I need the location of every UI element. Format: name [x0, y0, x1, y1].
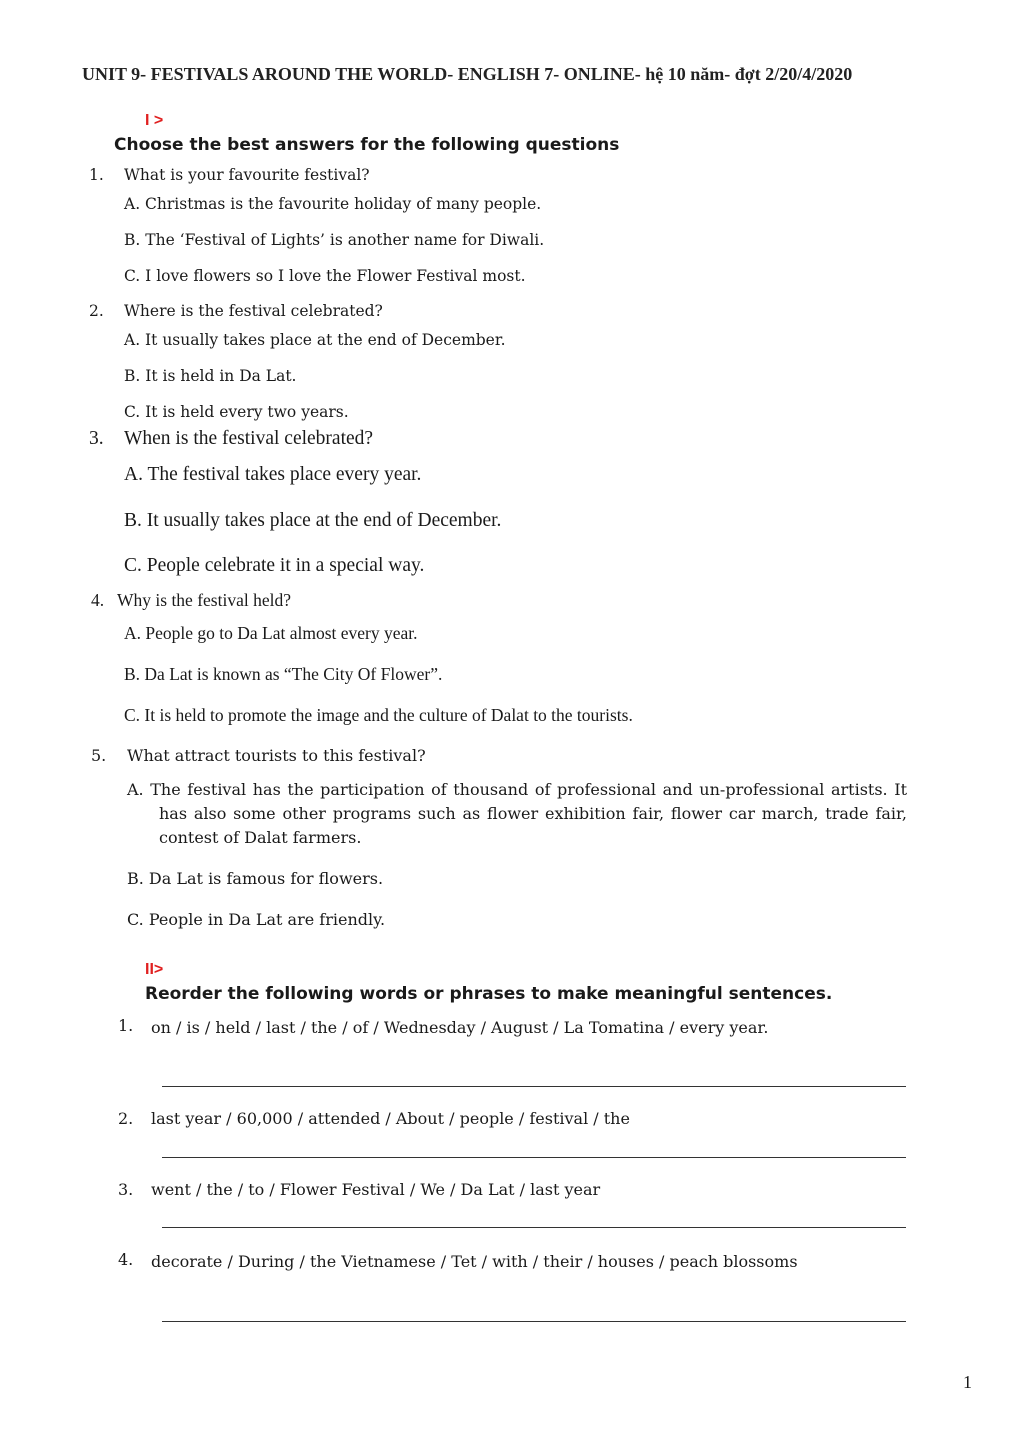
question-number: 5.: [91, 746, 107, 765]
section-1-number: I >: [145, 112, 164, 129]
page-title: UNIT 9- FESTIVALS AROUND THE WORLD- ENGLISH 7- ONLINE- hệ 10 năm- đợt 2/20/4/2020: [82, 64, 853, 84]
page-number: 1: [963, 1372, 972, 1392]
answer-option: C. People in Da Lat are friendly.: [127, 910, 386, 929]
answer-option: B. Da Lat is known as “The City Of Flower”.: [124, 664, 443, 684]
reorder-prompt: last year / 60,000 / attended / About / people / festival / the: [151, 1109, 630, 1128]
section-2-heading: Reorder the following words or phrases to make meaningful sentences.: [145, 984, 833, 1004]
answer-option: C. People celebrate it in a special way.: [124, 555, 425, 576]
reorder-prompt: decorate / During / the Vietnamese / Tet / with / their / houses / peach blossoms: [151, 1252, 798, 1271]
answer-line[interactable]: [162, 1086, 906, 1087]
question-number: 4.: [91, 590, 105, 610]
answer-option: A. It usually takes place at the end of December.: [124, 331, 506, 349]
answer-option: A. The festival takes place every year.: [124, 464, 422, 485]
answer-option: B. The ‘Festival of Lights’ is another name for Diwali.: [124, 231, 545, 249]
answer-option: A. People go to Da Lat almost every year.: [124, 623, 418, 643]
section-2-number: II>: [145, 961, 164, 978]
question-text: When is the festival celebrated?: [124, 428, 374, 449]
answer-option: C. I love flowers so I love the Flower Festival most.: [124, 267, 526, 285]
question-text: Why is the festival held?: [117, 590, 291, 610]
answer-option: B. It usually takes place at the end of December.: [124, 510, 502, 531]
item-number: 4.: [118, 1250, 134, 1269]
item-number: 1.: [118, 1016, 134, 1035]
answer-option: B. Da Lat is famous for flowers.: [127, 869, 384, 888]
item-number: 2.: [118, 1109, 134, 1128]
answer-option: C. It is held to promote the image and the culture of Dalat to the tourists.: [124, 705, 633, 725]
reorder-prompt: went / the / to / Flower Festival / We / Da Lat / last year: [151, 1180, 601, 1199]
question-text: Where is the festival celebrated?: [124, 302, 383, 320]
item-number: 3.: [118, 1180, 134, 1199]
section-1-heading: Choose the best answers for the following questions: [114, 135, 620, 155]
answer-option: C. It is held every two years.: [124, 403, 349, 421]
answer-line[interactable]: [162, 1157, 906, 1158]
question-number: 2.: [89, 302, 104, 320]
answer-option: B. It is held in Da Lat.: [124, 367, 297, 385]
question-text: What is your favourite festival?: [124, 166, 370, 184]
answer-option: A. Christmas is the favourite holiday of many people.: [124, 195, 542, 213]
question-number: 3.: [89, 428, 104, 449]
answer-line[interactable]: [162, 1321, 906, 1322]
answer-line[interactable]: [162, 1227, 906, 1228]
answer-option: A. The festival has the participation of thousand of professional and un-professional artists. It has also some other programs such as flower exhibition fair, flower car march, trade fair, contest of Dalat farmers.: [127, 780, 907, 847]
question-text: What attract tourists to this festival?: [127, 746, 426, 765]
question-number: 1.: [89, 166, 104, 184]
reorder-prompt: on / is / held / last / the / of / Wednesday / August / La Tomatina / every year.: [151, 1018, 769, 1037]
